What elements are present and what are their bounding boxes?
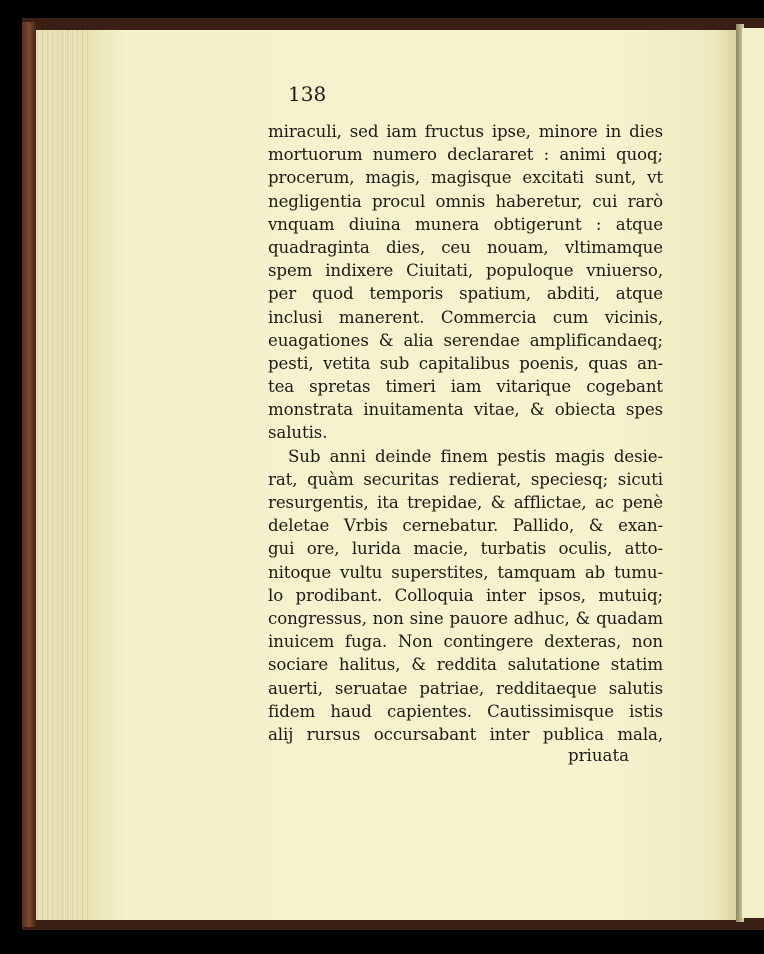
- text-line: congressus, non sine pauore adhuc, & quadam: [268, 608, 663, 628]
- text-line: gui ore, lurida macie, turbatis oculis, atto-: [268, 539, 663, 559]
- text-line: negligentia procul omnis haberetur, cui rarò: [268, 191, 663, 211]
- text-line: quadraginta dies, ceu nouam, vltimamque: [268, 237, 663, 257]
- text-line: sociare halitus, & reddita salutatione statim: [268, 655, 663, 675]
- text-line: tea spretas timeri iam vitarique cogebant: [268, 377, 663, 397]
- text-line: spem indixere Ciuitati, populoque vniuerso,: [268, 261, 663, 281]
- page-text: [268, 120, 663, 746]
- page-number: 138: [288, 82, 327, 106]
- text-line: mortuorum numero declararet : animi quoq;: [268, 145, 663, 165]
- text-line: fidem haud capientes. Cautissimisque istis: [268, 701, 663, 721]
- text-line: euagationes & alia serendae amplificandaeq;: [268, 330, 663, 350]
- text-line: procerum, magis, magisque excitati sunt, vt: [268, 168, 663, 188]
- text-line: per quod temporis spatium, abditi, atque: [268, 284, 663, 304]
- paragraph-first-line: Sub anni deinde finem pestis magis desie-: [288, 446, 663, 466]
- text-line: alij rursus occursabant inter publica mala,: [268, 724, 663, 744]
- text-line: rat, quàm securitas redierat, speciesq; sicuti: [268, 469, 663, 489]
- cover-edge: [22, 22, 36, 927]
- text-line: pesti, vetita sub capitalibus poenis, quas an-: [268, 353, 663, 373]
- text-line: vnquam diuina munera obtigerunt : atque: [268, 214, 663, 234]
- text-line: deletae Vrbis cernebatur. Pallido, & exan-: [268, 516, 663, 536]
- text-line: resurgentis, ita trepidae, & afflictae, ac penè: [268, 493, 663, 512]
- text-line: inuicem fuga. Non contingere dexteras, non: [268, 632, 663, 652]
- text-line: lo prodibant. Colloquia inter ipsos, mutuiq;: [268, 585, 663, 605]
- text-line: salutis.: [268, 423, 328, 443]
- text-line: miraculi, sed iam fructus ipse, minore in dies: [268, 122, 663, 141]
- catchword: priuata: [568, 746, 630, 765]
- text-line: auerti, seruatae patriae, redditaeque salutis: [268, 678, 663, 698]
- text-line: inclusi manerent. Commercia cum vicinis,: [268, 307, 663, 327]
- page-stack-edge: [36, 30, 90, 920]
- facing-page-edge: [742, 28, 764, 918]
- text-line: nitoque vultu superstites, tamquam ab tumu-: [268, 562, 663, 582]
- text-line: monstrata inuitamenta vitae, & obiecta spes: [268, 400, 663, 420]
